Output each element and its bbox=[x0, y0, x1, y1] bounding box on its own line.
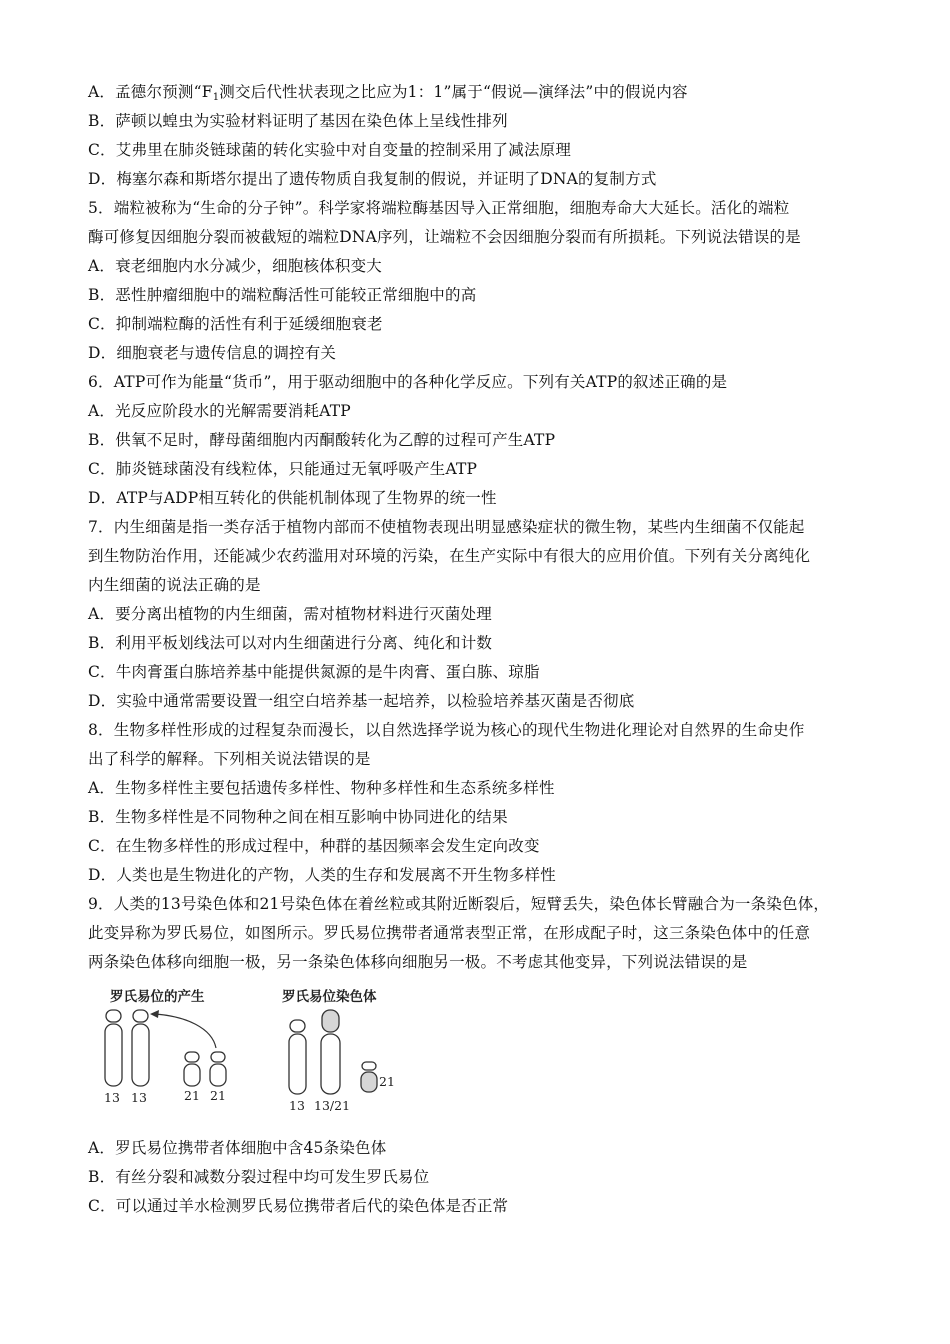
q9-option-c: C．可以通过羊水检测罗氏易位携带者后代的染色体是否正常 bbox=[88, 1197, 509, 1215]
q9-option-b: B．有丝分裂和减数分裂过程中均可发生罗氏易位 bbox=[88, 1168, 430, 1186]
q7-stem-line1: 7．内生细菌是指一类存活于植物内部而不使植物表现出明显感染症状的微生物，某些内生细菌不仅能起 bbox=[88, 518, 805, 536]
q5-stem-line2: 酶可修复因细胞分裂而被截短的端粒DNA序列，让端粒不会因细胞分裂而有所损耗。下列说法错误的是 bbox=[88, 228, 801, 246]
arrow-line bbox=[154, 1014, 216, 1048]
q9-stem-line2: 此变异称为罗氏易位，如图所示。罗氏易位携带者通常表型正常，在形成配子时，这三条染色体中的任意 bbox=[88, 924, 811, 942]
q8-stem-line2: 出了科学的解释。下列相关说法错误的是 bbox=[88, 750, 371, 768]
label-21-b: 21 bbox=[210, 1088, 226, 1103]
chromosome-13-21-fused bbox=[321, 1010, 340, 1094]
chromosome-13-normal bbox=[289, 1020, 306, 1094]
q6-option-c: C．肺炎链球菌没有线粒体，只能通过无氧呼吸产生ATP bbox=[88, 460, 478, 478]
label-13-21: 13/21 bbox=[314, 1098, 351, 1113]
label-13-normal: 13 bbox=[289, 1098, 305, 1113]
robertsonian-translocation-figure bbox=[96, 984, 416, 1114]
q7-stem-line3: 内生细菌的说法正确的是 bbox=[88, 576, 261, 594]
prev-option-d: D．梅塞尔森和斯塔尔提出了遗传物质自我复制的假说，并证明了DNA的复制方式 bbox=[88, 170, 657, 188]
q6-stem-line1: 6．ATP可作为能量“货币”，用于驱动细胞中的各种化学反应。下列有关ATP的叙述正确的是 bbox=[88, 373, 728, 391]
q7-stem-line2: 到生物防治作用，还能减少农药滥用对环境的污染，在生产实际中有很大的应用价值。下列有关分离纯化 bbox=[88, 547, 811, 565]
q5-stem-line1: 5．端粒被称为“生命的分子钟”。科学家将端粒酶基因导入正常细胞，细胞寿命大大延长。活化的端粒 bbox=[88, 199, 790, 217]
q6-option-a: A．光反应阶段水的光解需要消耗ATP bbox=[88, 402, 351, 420]
right-chromosomes bbox=[289, 1010, 377, 1094]
label-21-a: 21 bbox=[184, 1088, 200, 1103]
q9-option-a: A．罗氏易位携带者体细胞中含45条染色体 bbox=[88, 1139, 387, 1157]
chromosome-13-b bbox=[132, 1010, 149, 1086]
figure-title-left: 罗氏易位的产生 bbox=[110, 989, 205, 1005]
label-13-a: 13 bbox=[104, 1090, 120, 1105]
q8-option-a: A．生物多样性主要包括遗传多样性、物种多样性和生态系统多样性 bbox=[88, 779, 555, 797]
chromosome-21-a bbox=[184, 1052, 200, 1086]
q8-stem-line1: 8．生物多样性形成的过程复杂而漫长，以自然选择学说为核心的现代生物进化理论对自然界的生命史作 bbox=[88, 721, 805, 739]
q9-stem-line3: 两条染色体移向细胞一极，另一条染色体移向细胞另一极。不考虑其他变异，下列说法错误的是 bbox=[88, 953, 748, 971]
q7-option-d: D．实验中通常需要设置一组空白培养基一起培养，以检验培养基灭菌是否彻底 bbox=[88, 692, 635, 710]
figure-title-right: 罗氏易位染色体 bbox=[282, 989, 377, 1005]
q8-option-d: D．人类也是生物进化的产物，人类的生存和发展离不开生物多样性 bbox=[88, 866, 556, 884]
q7-option-c: C．牛肉膏蛋白胨培养基中能提供氮源的是牛肉膏、蛋白胨、琼脂 bbox=[88, 663, 540, 681]
chromosome-21-b bbox=[210, 1052, 226, 1086]
q8-option-b: B．生物多样性是不同物种之间在相互影响中协同进化的结果 bbox=[88, 808, 508, 826]
prev-option-c: C．艾弗里在肺炎链球菌的转化实验中对自变量的控制采用了减法原理 bbox=[88, 141, 572, 159]
q9-stem-line1: 9．人类的13号染色体和21号染色体在着丝粒或其附近断裂后，短臂丢失，染色体长臂融合为一条染色体， bbox=[88, 895, 830, 913]
prev-option-b: B．萨顿以蝗虫为实验材料证明了基因在染色体上呈线性排列 bbox=[88, 112, 508, 130]
label-13-b: 13 bbox=[131, 1090, 147, 1105]
prev-option-a: A．孟德尔预测“$F_1$测交后代性状表现之比应为1：1”属于“假说—演绎法”中的假说内容 bbox=[88, 83, 688, 103]
chromosome-13-a bbox=[105, 1010, 122, 1086]
label-21-remaining: 21 bbox=[379, 1074, 395, 1089]
chromosome-21-remaining bbox=[361, 1062, 377, 1092]
q6-option-b: B．供氧不足时，酵母菌细胞内丙酮酸转化为乙醇的过程可产生ATP bbox=[88, 431, 556, 449]
q5-option-c: C．抑制端粒酶的活性有利于延缓细胞衰老 bbox=[88, 315, 383, 333]
q7-option-a: A．要分离出植物的内生细菌，需对植物材料进行灭菌处理 bbox=[88, 605, 492, 623]
q5-option-d: D．细胞衰老与遗传信息的调控有关 bbox=[88, 344, 337, 362]
q5-option-b: B．恶性肿瘤细胞中的端粒酶活性可能较正常细胞中的高 bbox=[88, 286, 477, 304]
q6-option-d: D．ATP与ADP相互转化的供能机制体现了生物界的统一性 bbox=[88, 489, 497, 507]
left-chromosomes bbox=[105, 1010, 226, 1086]
q8-option-c: C．在生物多样性的形成过程中，种群的基因频率会发生定向改变 bbox=[88, 837, 540, 855]
q5-option-a: A．衰老细胞内水分减少，细胞核体积变大 bbox=[88, 257, 382, 275]
arrow-head-icon bbox=[150, 1010, 159, 1018]
q7-option-b: B．利用平板划线法可以对内生细菌进行分离、纯化和计数 bbox=[88, 634, 493, 652]
